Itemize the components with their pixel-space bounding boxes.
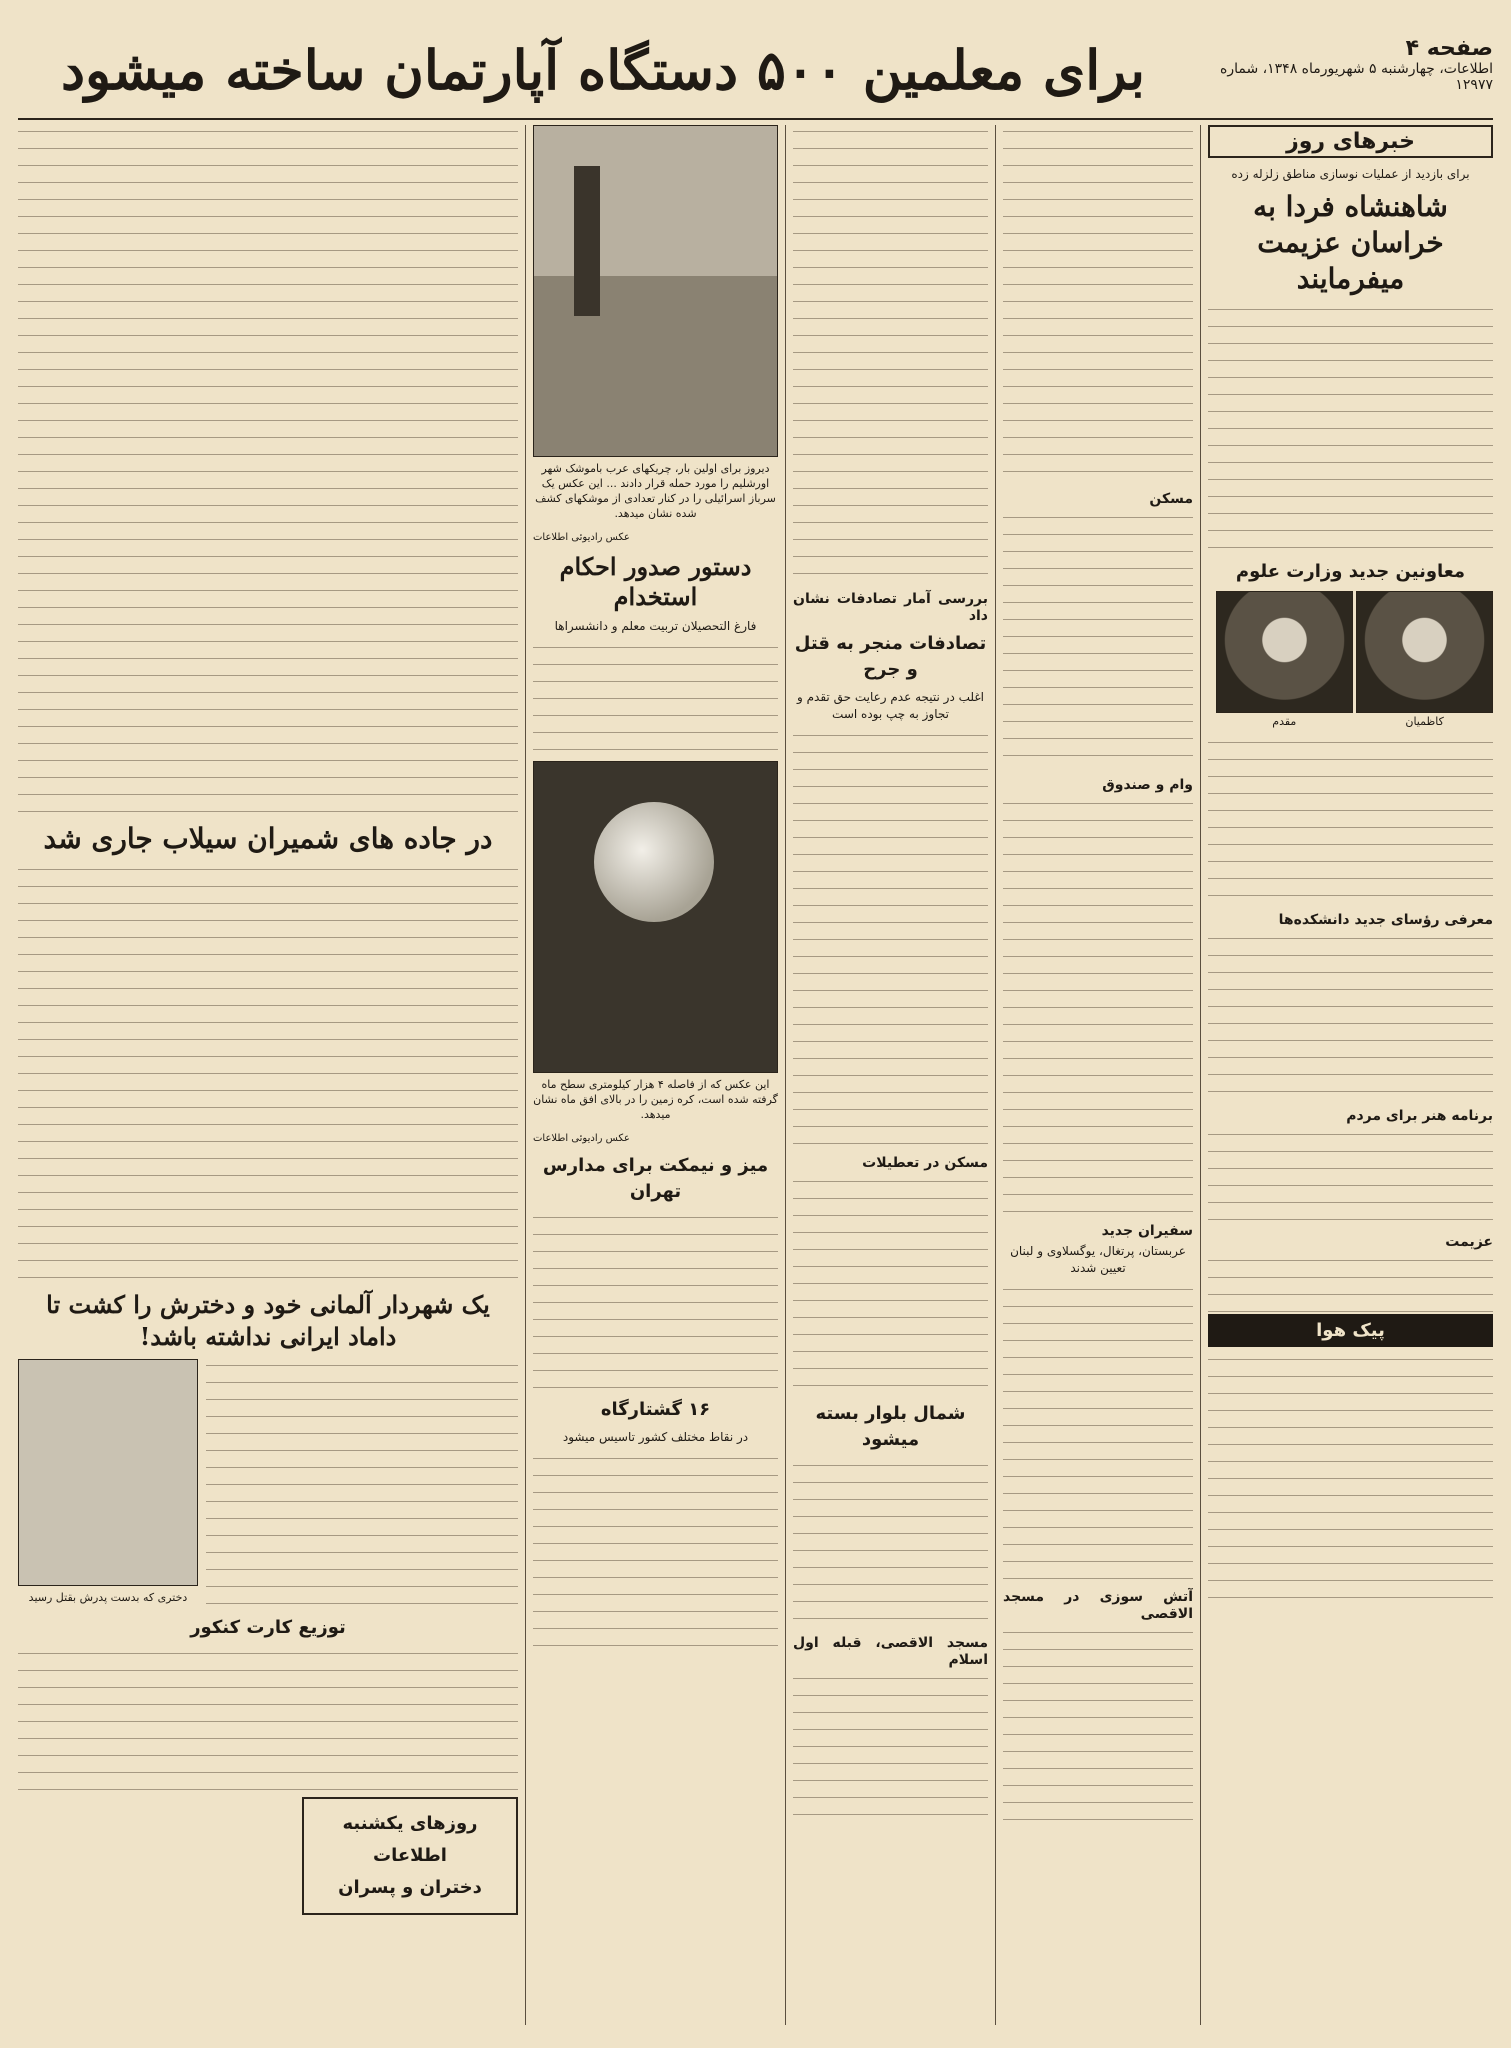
- column-right: [1208, 125, 1493, 2025]
- flood-body: [18, 863, 518, 1283]
- mayor-body: [206, 1359, 518, 1609]
- boulevard-title: شمال بلوار بسته میشود: [815, 1403, 966, 1450]
- mayor-photo: [18, 1359, 198, 1586]
- rule-2: [995, 125, 996, 2025]
- news-box-title: خبرهای روز: [1286, 129, 1415, 154]
- col2-body1: [1003, 511, 1193, 771]
- col2-body2: [1003, 797, 1193, 1217]
- mosque-body: [793, 1672, 988, 1822]
- main-headline: برای معلمین ۵۰۰ دستگاه آپارتمان ساخته میشود: [60, 38, 1146, 102]
- mayor-photo-wrap: [18, 1359, 198, 1609]
- ministry-body: [1208, 736, 1493, 906]
- art-title: برنامه هنر برای مردم: [1346, 1108, 1493, 1124]
- shah-body: [1208, 303, 1493, 553]
- unrest-title: مسکن در تعطیلات: [862, 1155, 988, 1171]
- portraits: [1208, 591, 1493, 730]
- cards-body: [18, 1647, 518, 1797]
- accident-body: [793, 729, 988, 1149]
- col3-top-body: [793, 125, 988, 585]
- envoys-body: [1003, 1283, 1193, 1583]
- accident-sub: اغلب در نتیجه عدم رعایت حق تقدم و تجاوز به چپ بوده است: [797, 690, 984, 721]
- shah-kicker: برای بازدید از عملیات نوسازی مناطق زلزله زده: [1231, 167, 1470, 181]
- col2-title2: وام و صندوق: [1102, 777, 1193, 793]
- missile-caption: دیروز برای اولین بار، چریکهای عرب باموشک شهر اورشلیم را مورد حمله قرار دادند ... این عکس یک سرباز اسرائیلی را در کنار تعدادی از موشکهای کشف شده نشان میدهد.: [535, 462, 776, 520]
- flood-title: در جاده های شمیران سیلاب جاری شد: [43, 822, 493, 855]
- column-2: [1003, 125, 1193, 2025]
- employment-title: دستور صدور احکام استخدام: [559, 552, 752, 611]
- sunday-box: [302, 1797, 518, 1915]
- exhibits-title: ۱۶ گشتارگاه: [600, 1399, 711, 1420]
- employment-body: [533, 641, 778, 761]
- missile-credit: عکس رادیوئی اطلاعات: [533, 532, 630, 543]
- weather-ad: پیک هوا: [1208, 1314, 1493, 1347]
- apartment-body: [18, 125, 518, 815]
- mayor-title: یک شهردار آلمانی خود و دخترش را کشت تا داماد ایرانی نداشته باشد!: [46, 1290, 490, 1351]
- departure-title: عزیمت: [1445, 1234, 1493, 1250]
- rule-4: [525, 125, 526, 2025]
- exhibits-body: [533, 1452, 778, 1652]
- weather-body: [1208, 1353, 1493, 1613]
- portrait-left: [1216, 591, 1353, 730]
- accident-kicker: بررسی آمار تصادفات نشان داد: [793, 591, 988, 624]
- issue-line: اطلاعات، چهارشنبه ۵ شهریورماه ۱۳۴۸، شماره ۱۲۹۷۷: [1219, 61, 1493, 93]
- column-left: [18, 125, 518, 2025]
- portrait-right: [1356, 591, 1493, 730]
- fire-body: [1003, 1626, 1193, 1826]
- desks-title: میز و نیمکت برای مدارس تهران: [542, 1155, 769, 1202]
- mayor-block: [18, 1359, 518, 1609]
- sunday-sub: اطلاعات: [373, 1845, 447, 1866]
- masthead: [18, 28, 1493, 120]
- column-4: [533, 125, 778, 2025]
- boulevard-body: [793, 1459, 988, 1629]
- col2-title1: مسکن: [1149, 491, 1193, 507]
- moon-photo: [533, 761, 778, 1073]
- sunday-sub2: دختران و پسران: [338, 1877, 482, 1898]
- moon-credit: عکس رادیوئی اطلاعات: [533, 1133, 630, 1144]
- folio: [1203, 36, 1493, 93]
- ministry-title: معاونین جدید وزارت علوم: [1235, 561, 1466, 582]
- departure-body: [1208, 1254, 1493, 1314]
- desks-body: [533, 1211, 778, 1391]
- moon-caption: این عکس که از فاصله ۴ هزار کیلومتری سطح ماه گرفته شده است، کره زمین را در بالای افق ماه نشان میدهد.: [533, 1078, 778, 1121]
- mayor-caption: دختری که بدست پدرش بقتل رسید: [28, 1591, 188, 1604]
- envoys-title: سفیران جدید: [1101, 1223, 1193, 1239]
- unrest-body: [793, 1175, 988, 1395]
- portrait-right-photo: [1356, 591, 1493, 713]
- column-3: [793, 125, 988, 2025]
- rule-3: [785, 125, 786, 2025]
- art-body: [1208, 1128, 1493, 1228]
- rule-1: [1200, 125, 1201, 2025]
- col2-top-body: [1003, 125, 1193, 485]
- exhibits-sub: در نقاط مختلف کشور تاسیس میشود: [562, 1430, 749, 1444]
- portrait-left-photo: [1216, 591, 1353, 713]
- deans-body: [1208, 932, 1493, 1102]
- sunday-title: روزهای یکشنبه: [342, 1813, 478, 1834]
- page-number: صفحه ۴: [1405, 36, 1493, 61]
- portrait-right-caption: کاظمیان: [1405, 715, 1444, 728]
- accident-headline: تصادفات منجر به قتل و جرح: [794, 633, 987, 680]
- mosque-title: مسجد الاقصی، قبله اول اسلام: [793, 1635, 988, 1668]
- missile-photo: [533, 125, 778, 457]
- fire-title: آتش سوزی در مسجد الاقصی: [1003, 1589, 1193, 1622]
- employment-sub: فارغ التحصیلان تربیت معلم و دانشسراها: [554, 619, 757, 633]
- envoys-sub: عربستان، پرتغال، یوگسلاوی و لبنان تعیین شدند: [1010, 1244, 1186, 1275]
- shah-headline: شاهنشاه فردا به خراسان عزیمت میفرمایند: [1253, 190, 1448, 295]
- deans-title: معرفی رؤسای جدید دانشکده‌ها: [1278, 912, 1493, 928]
- cards-title: توزیع کارت کنکور: [190, 1617, 346, 1638]
- news-box: [1208, 125, 1493, 158]
- portrait-left-caption: مقدم: [1272, 715, 1297, 728]
